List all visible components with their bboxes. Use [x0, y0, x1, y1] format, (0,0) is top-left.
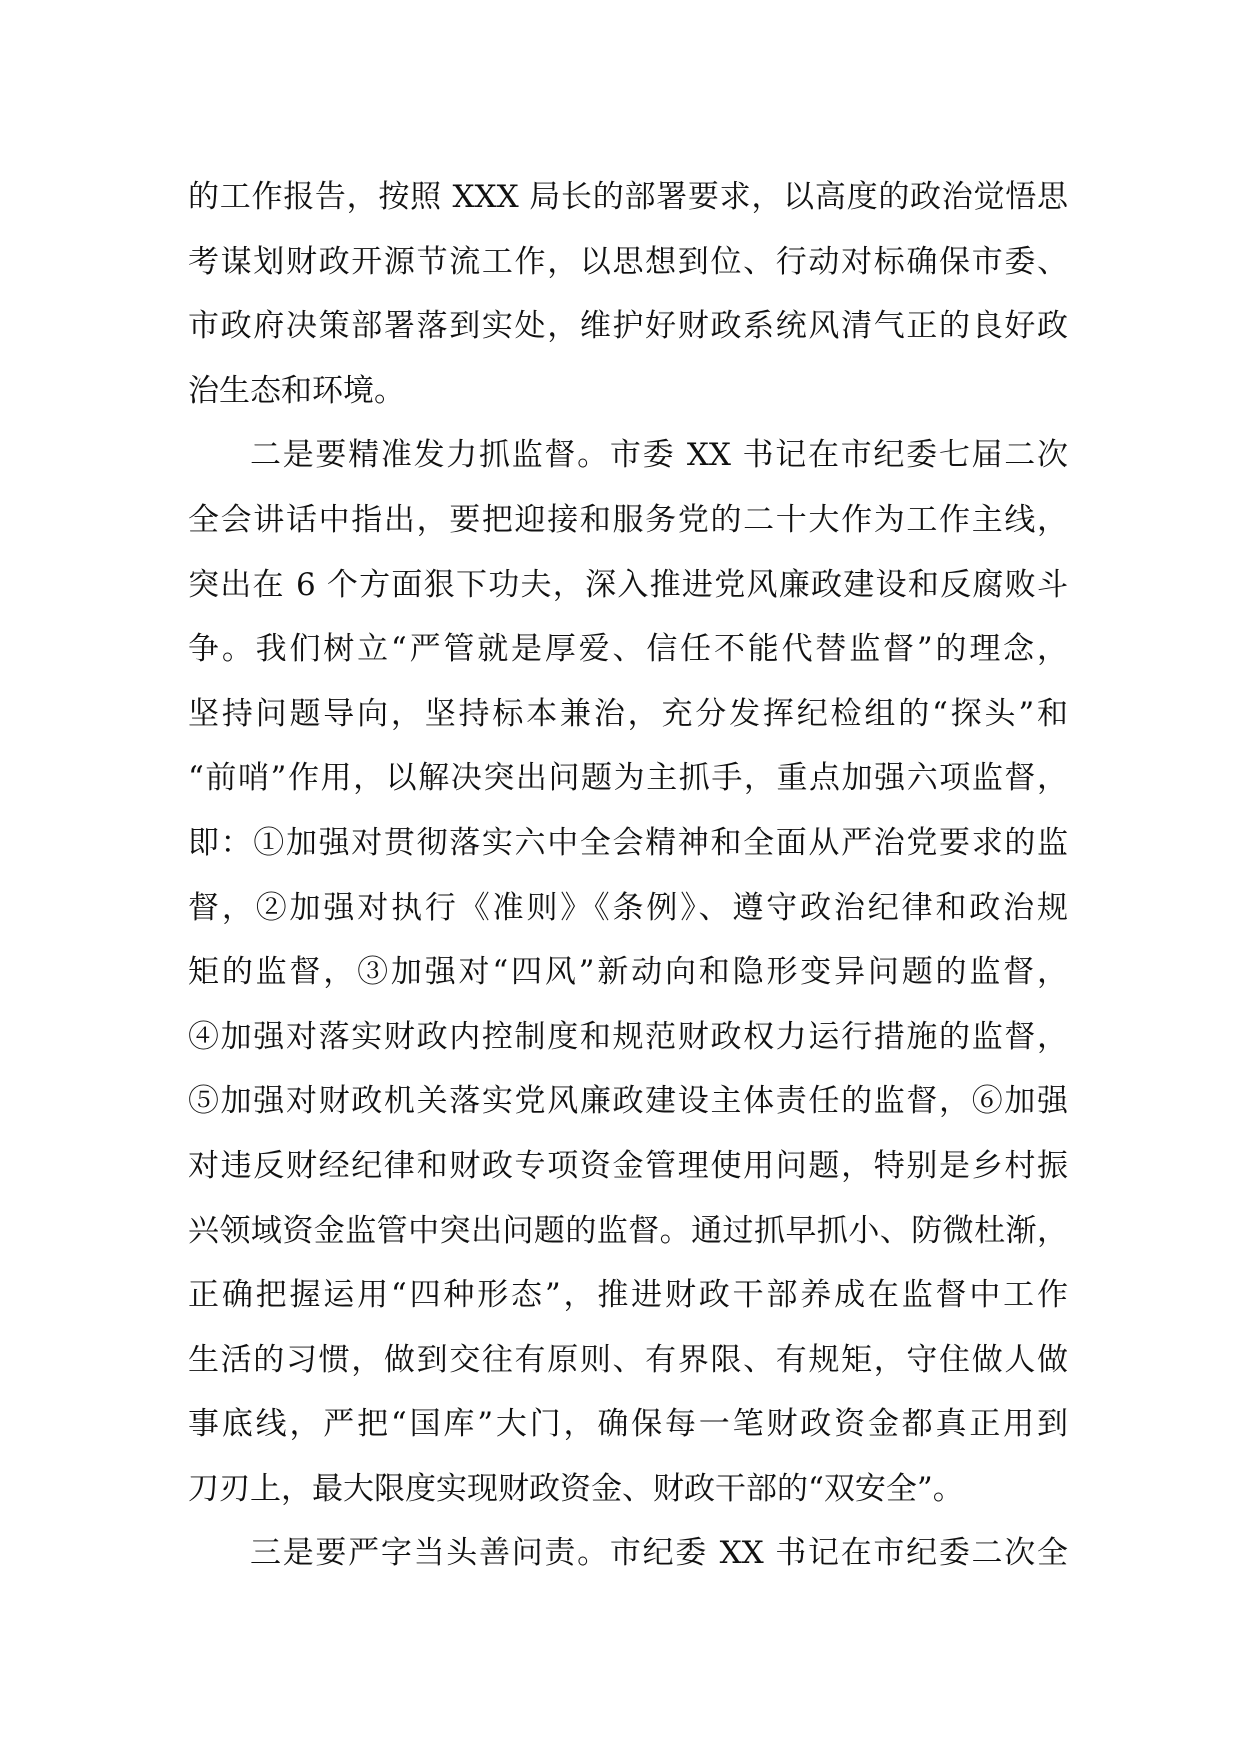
text-line: 督，②加强对执行《准则》《条例》、遵守政治纪律和政治规: [188, 889, 1068, 926]
text-line: 事底线，严把“国库”大门，确保每一笔财政资金都真正用到: [188, 1406, 1068, 1443]
text-line: 兴领域资金监管中突出问题的监督。通过抓早抓小、防微杜渐，: [188, 1212, 1068, 1249]
text-line: 生活的习惯，做到交往有原则、有界限、有规矩，守住做人做: [188, 1341, 1068, 1378]
text-line: 的工作报告，按照 XXX 局长的部署要求，以高度的政治觉悟思: [188, 179, 1068, 215]
text-line: ④加强对落实财政内控制度和规范财政权力运行措施的监督，: [188, 1018, 1068, 1055]
text-line: 突出在 6 个方面狠下功夫，深入推进党风廉政建设和反腐败斗: [188, 566, 1068, 603]
text-line: 即：①加强对贯彻落实六中全会精神和全面从严治党要求的监: [188, 824, 1068, 861]
text-line: “前哨”作用，以解决突出问题为主抓手，重点加强六项监督，: [188, 760, 1068, 797]
text-line: 全会讲话中指出，要把迎接和服务党的二十大作为工作主线，: [188, 501, 1068, 538]
body-text: [188, 165, 1068, 1586]
text-line: 对违反财经纪律和财政专项资金管理使用问题，特别是乡村振: [188, 1147, 1068, 1184]
paragraph-start-line: 二是要精准发力抓监督。市委 XX 书记在市纪委七届二次: [250, 437, 1068, 474]
text-line: 考谋划财政开源节流工作，以思想到位、行动对标确保市委、: [188, 243, 1068, 280]
paragraph-start-line: 三是要严字当头善问责。市纪委 XX 书记在市纪委二次全: [250, 1535, 1068, 1572]
text-line: 争。我们树立“严管就是厚爱、信任不能代替监督”的理念，: [188, 631, 1068, 668]
text-line: 矩的监督，③加强对“四风”新动向和隐形变异问题的监督，: [188, 954, 1068, 991]
text-line: 坚持问题导向，坚持标本兼治，充分发挥纪检组的“探头”和: [188, 695, 1068, 732]
text-line: 刀刃上，最大限度实现财政资金、财政干部的“双安全”。: [188, 1470, 964, 1507]
text-line: 市政府决策部署落到实处，维护好财政系统风清气正的良好政: [188, 308, 1068, 345]
text-line: ⑤加强对财政机关落实党风廉政建设主体责任的监督，⑥加强: [188, 1083, 1068, 1120]
text-line: 治生态和环境。: [188, 372, 405, 409]
text-line: 正确把握运用“四种形态”，推进财政干部养成在监督中工作: [188, 1277, 1068, 1314]
